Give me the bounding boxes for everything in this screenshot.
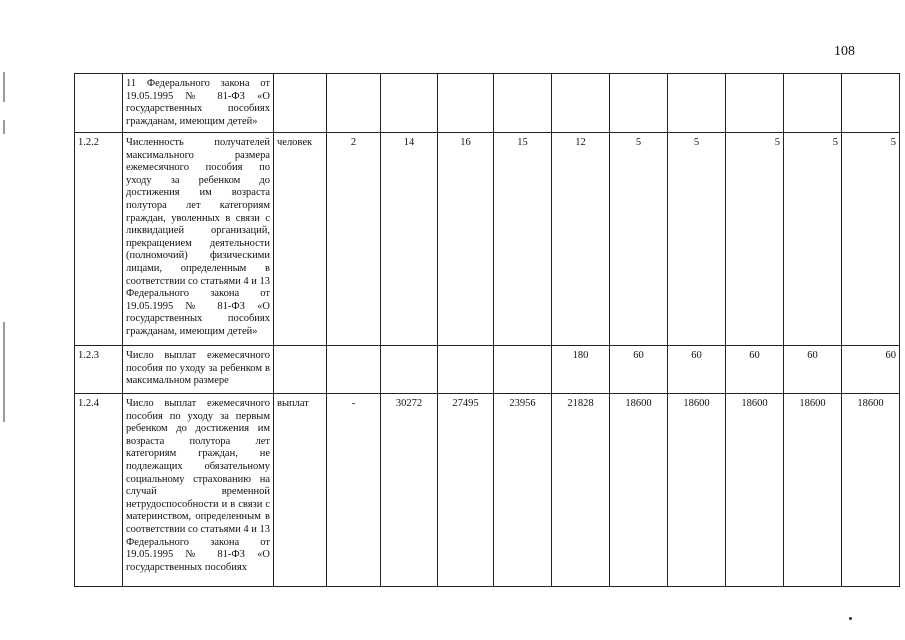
value-cell — [438, 346, 494, 394]
value-cell — [381, 74, 438, 133]
value-cell — [381, 346, 438, 394]
value-cell: 5 — [668, 133, 726, 346]
value-cell: 18600 — [610, 394, 668, 587]
table-row — [75, 346, 900, 394]
value-cell — [494, 74, 552, 133]
value-cell: - — [327, 394, 381, 587]
value-cell: 60 — [726, 346, 784, 394]
value-cell — [327, 346, 381, 394]
row-name: Число выплат ежемесячного пособия по уходу за ребенком в максимальном размере — [123, 346, 274, 394]
row-name: 11 Федерального закона от 19.05.1995 № 81-ФЗ «О государственных пособиях гражданам, имеющим детей» — [123, 74, 274, 133]
value-cell — [438, 74, 494, 133]
value-cell: 60 — [842, 346, 900, 394]
row-unit: человек — [274, 133, 327, 346]
data-table — [74, 73, 900, 587]
value-cell — [327, 74, 381, 133]
row-name: Число выплат ежемесячного пособия по уходу за первым ребенком до достижения им возраста полутора лет категориям граждан, не подлежащих обязательному социальному страхованию на случай временной нетрудоспособности и в связи с материнством, определенным в соответствии со статьями 4 и 13 Федерального закона от 19.05.1995 № 81-ФЗ «О государственных пособиях — [123, 394, 274, 587]
value-cell — [494, 346, 552, 394]
value-cell — [784, 74, 842, 133]
value-cell: 23956 — [494, 394, 552, 587]
page-number: 108 — [834, 44, 855, 59]
row-unit — [274, 74, 327, 133]
value-cell — [726, 74, 784, 133]
row-number: 1.2.4 — [75, 394, 123, 587]
value-cell: 60 — [668, 346, 726, 394]
value-cell: 27495 — [438, 394, 494, 587]
row-number: 1.2.3 — [75, 346, 123, 394]
value-cell: 5 — [784, 133, 842, 346]
value-cell: 18600 — [726, 394, 784, 587]
value-cell: 14 — [381, 133, 438, 346]
value-cell: 18600 — [668, 394, 726, 587]
value-cell — [842, 74, 900, 133]
value-cell: 5 — [610, 133, 668, 346]
value-cell: 60 — [610, 346, 668, 394]
row-number: 1.2.2 — [75, 133, 123, 346]
row-unit — [274, 346, 327, 394]
value-cell — [610, 74, 668, 133]
value-cell: 15 — [494, 133, 552, 346]
value-cell — [552, 74, 610, 133]
value-cell: 5 — [726, 133, 784, 346]
value-cell: 12 — [552, 133, 610, 346]
row-unit: выплат — [274, 394, 327, 587]
value-cell: 2 — [327, 133, 381, 346]
value-cell: 21828 — [552, 394, 610, 587]
value-cell — [668, 74, 726, 133]
scan-artifact — [3, 322, 5, 422]
value-cell: 180 — [552, 346, 610, 394]
table-row — [75, 394, 900, 587]
value-cell: 16 — [438, 133, 494, 346]
table-row — [75, 74, 900, 133]
row-number — [75, 74, 123, 133]
table-row — [75, 133, 900, 346]
value-cell: 60 — [784, 346, 842, 394]
row-name: Численность получателей максимального размера ежемесячного пособия по уходу за ребенком до достижения им возраста полутора лет категориям граждан, уволенных в связи с ликвидацией организаций, прекращением деятельности (полномочий) физическими лицами, определенным в соответствии со статьями 4 и 13 Федерального закона от 19.05.1995 № 81-ФЗ «О государственных пособиях гражданам, имеющим детей» — [123, 133, 274, 346]
value-cell: 5 — [842, 133, 900, 346]
value-cell: 18600 — [842, 394, 900, 587]
value-cell: 18600 — [784, 394, 842, 587]
scan-artifact-dot — [849, 617, 852, 620]
value-cell: 30272 — [381, 394, 438, 587]
scan-artifact — [3, 72, 5, 102]
scan-artifact — [3, 120, 5, 134]
